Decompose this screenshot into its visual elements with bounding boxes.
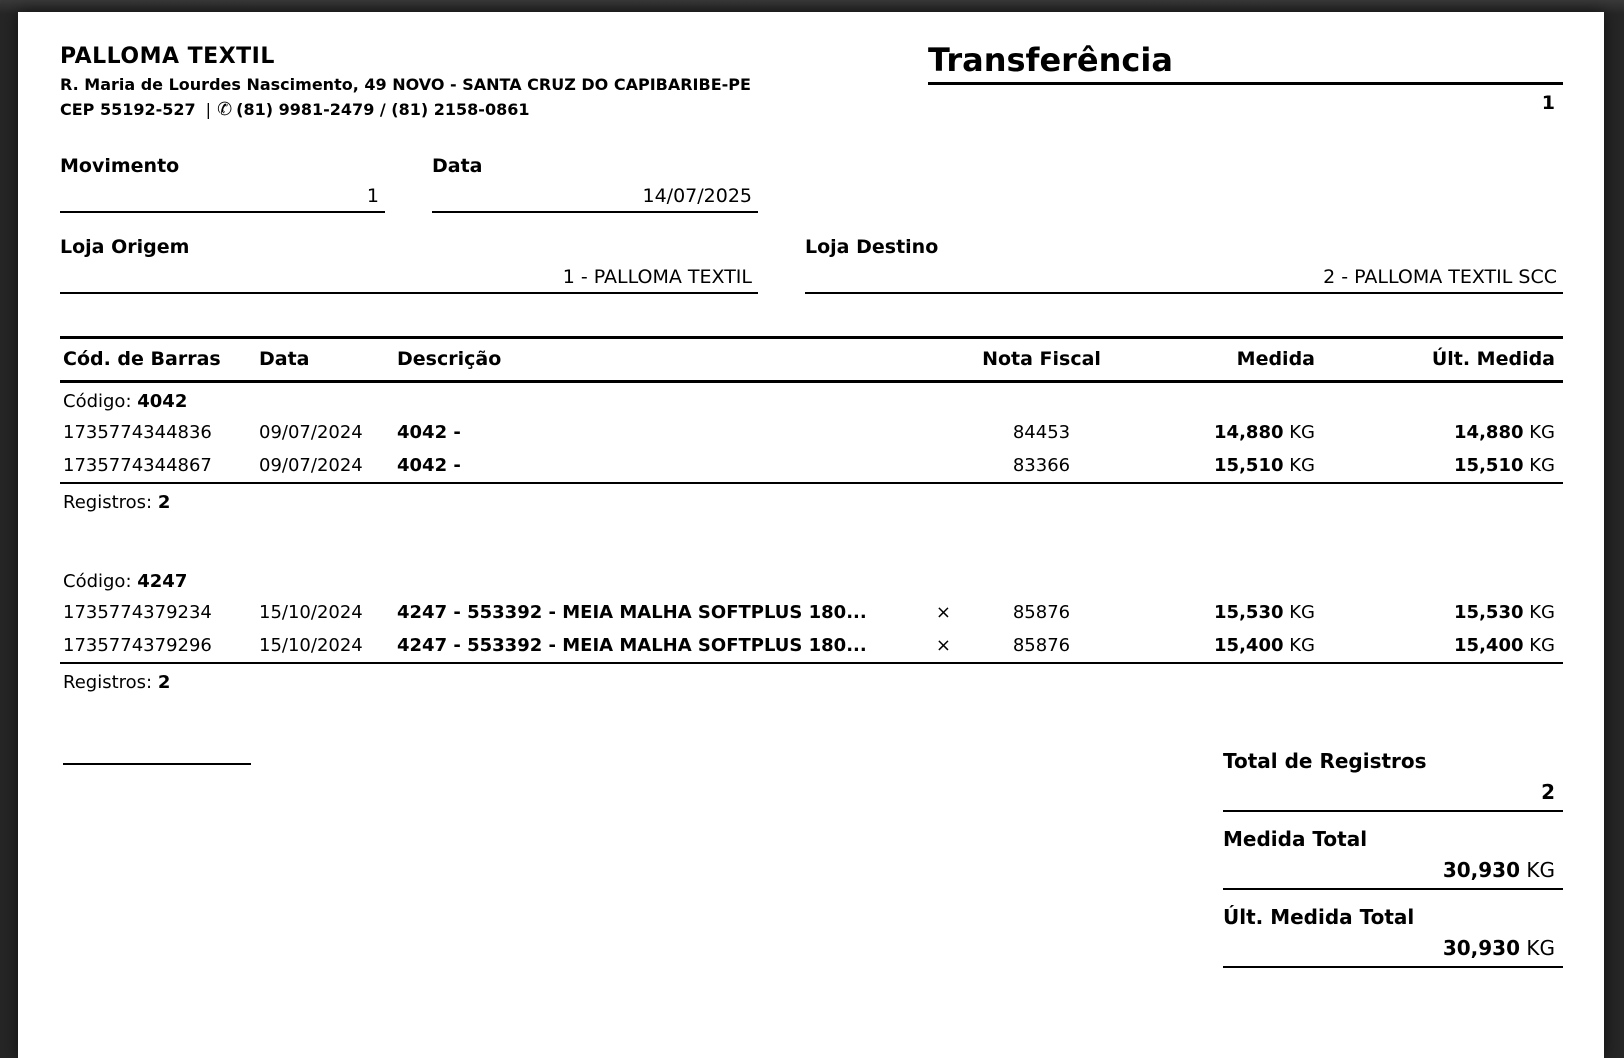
- cell-ult-medida: 15,510 KG: [1454, 455, 1555, 476]
- data-value: 14/07/2025: [642, 185, 752, 207]
- title-block: [928, 42, 1563, 114]
- loja-origem-value: 1 - PALLOMA TEXTIL: [562, 266, 752, 288]
- cell-nota-fiscal: 85876: [1012, 635, 1071, 656]
- company-cep: CEP 55192-527: [60, 100, 196, 119]
- cell-description: 4247 - 553392 - MEIA MALHA SOFTPLUS 180...: [397, 602, 867, 623]
- cell-nota-fiscal: 83366: [1012, 455, 1071, 476]
- cell-barcode: 1735774344867: [63, 455, 212, 476]
- loja-destino-value: 2 - PALLOMA TEXTIL SCC: [1323, 266, 1557, 288]
- total-registros-value: 2: [1541, 780, 1555, 804]
- cell-date: 09/07/2024: [259, 455, 363, 476]
- table-row: [60, 629, 1563, 662]
- code-label: Código:: [63, 571, 132, 592]
- group-rows: [60, 596, 1563, 664]
- cell-description: 4042 -: [397, 455, 461, 476]
- medida-unit: KG: [1289, 422, 1315, 443]
- registros-label: Registros:: [63, 672, 153, 693]
- group-registros: [60, 484, 1563, 523]
- header-nota-fiscal: Nota Fiscal: [982, 348, 1101, 370]
- cell-date: 15/10/2024: [259, 602, 363, 623]
- group-code-line: [60, 383, 1563, 416]
- field-loja-origem: [60, 235, 758, 294]
- medida-total-value: 30,930 KG: [1442, 858, 1555, 882]
- page-number: 1: [1541, 92, 1555, 114]
- items-table: [60, 336, 1563, 703]
- cell-ult-medida: 14,880 KG: [1454, 422, 1555, 443]
- header-ult-medida: Últ. Medida: [1431, 348, 1555, 370]
- ult-medida-total-label: Últ. Medida Total: [1223, 905, 1415, 929]
- page-title: Transferência: [928, 42, 1563, 85]
- table-row: [60, 416, 1563, 449]
- table-row: [60, 449, 1563, 482]
- cell-date: 15/10/2024: [259, 635, 363, 656]
- loja-destino-label: Loja Destino: [805, 236, 939, 258]
- total-registros-box: [1223, 749, 1563, 812]
- contact-separator: |: [205, 100, 212, 119]
- ult-medida-unit: KG: [1529, 422, 1555, 443]
- table-header-row: [60, 339, 1563, 383]
- group-registros: [60, 664, 1563, 703]
- medida-total-box: [1223, 827, 1563, 890]
- cell-date: 09/07/2024: [259, 422, 363, 443]
- group-rows: [60, 416, 1563, 484]
- cell-description: 4042 -: [397, 422, 461, 443]
- cell-nota-fiscal: 85876: [1012, 602, 1071, 623]
- company-block: [60, 42, 928, 120]
- cell-medida: 15,530 KG: [1214, 602, 1315, 623]
- ult-medida-unit: KG: [1529, 635, 1555, 656]
- total-registros-label: Total de Registros: [1223, 749, 1427, 773]
- table-row: [60, 596, 1563, 629]
- cell-description: 4247 - 553392 - MEIA MALHA SOFTPLUS 180...: [397, 635, 867, 656]
- cell-medida: 15,510 KG: [1214, 455, 1315, 476]
- cell-ult-medida: 15,400 KG: [1454, 635, 1555, 656]
- company-phones: (81) 9981-2479 / (81) 2158-0861: [236, 100, 530, 119]
- report-header: [60, 42, 1563, 120]
- cell-nota-fiscal: 84453: [1012, 422, 1071, 443]
- cell-medida: 15,400 KG: [1214, 635, 1315, 656]
- medida-unit: KG: [1289, 602, 1315, 623]
- header-descricao: Descrição: [397, 348, 502, 370]
- medida-unit: KG: [1289, 455, 1315, 476]
- group-code-line: [60, 563, 1563, 596]
- cell-barcode: 1735774379296: [63, 635, 212, 656]
- header-data: Data: [259, 348, 310, 370]
- registros-label: Registros:: [63, 492, 153, 513]
- company-contact: [60, 99, 928, 120]
- ult-medida-unit: KG: [1529, 455, 1555, 476]
- ult-medida-total-box: [1223, 905, 1563, 968]
- field-loja-destino: [805, 235, 1563, 294]
- fields-row-movimento-data: [60, 154, 1563, 213]
- registros-count: 2: [157, 672, 171, 693]
- field-movimento: [60, 154, 385, 213]
- phone-icon: ✆: [217, 99, 233, 120]
- company-address: R. Maria de Lourdes Nascimento, 49 NOVO - SANTA CRUZ DO CAPIBARIBE-PE: [60, 75, 751, 94]
- movimento-label: Movimento: [60, 155, 180, 177]
- company-name: PALLOMA TEXTIL: [60, 44, 275, 69]
- loja-origem-label: Loja Origem: [60, 236, 190, 258]
- cell-marker-x: ×: [935, 602, 951, 623]
- code-value: 4247: [137, 571, 188, 592]
- medida-unit: KG: [1289, 635, 1315, 656]
- item-group-4042: [60, 383, 1563, 523]
- ult-medida-total-unit: KG: [1526, 936, 1555, 960]
- movimento-value: 1: [366, 185, 379, 207]
- header-medida: Medida: [1236, 348, 1315, 370]
- cell-ult-medida: 15,530 KG: [1454, 602, 1555, 623]
- report-page: [18, 12, 1604, 1058]
- cell-marker-x: ×: [935, 635, 951, 656]
- fields-row-lojas: [60, 235, 1563, 294]
- registros-count: 2: [157, 492, 171, 513]
- medida-total-unit: KG: [1526, 858, 1555, 882]
- cell-barcode: 1735774344836: [63, 422, 212, 443]
- field-data: [432, 154, 758, 213]
- header-cod-barras: Cód. de Barras: [63, 348, 221, 370]
- code-label: Código:: [63, 391, 132, 412]
- medida-total-label: Medida Total: [1223, 827, 1368, 851]
- ult-medida-total-value: 30,930 KG: [1442, 936, 1555, 960]
- code-value: 4042: [137, 391, 188, 412]
- item-group-4247: [60, 563, 1563, 703]
- cell-medida: 14,880 KG: [1214, 422, 1315, 443]
- data-label: Data: [432, 155, 483, 177]
- totals-section: [60, 749, 1563, 968]
- ult-medida-unit: KG: [1529, 602, 1555, 623]
- cell-barcode: 1735774379234: [63, 602, 212, 623]
